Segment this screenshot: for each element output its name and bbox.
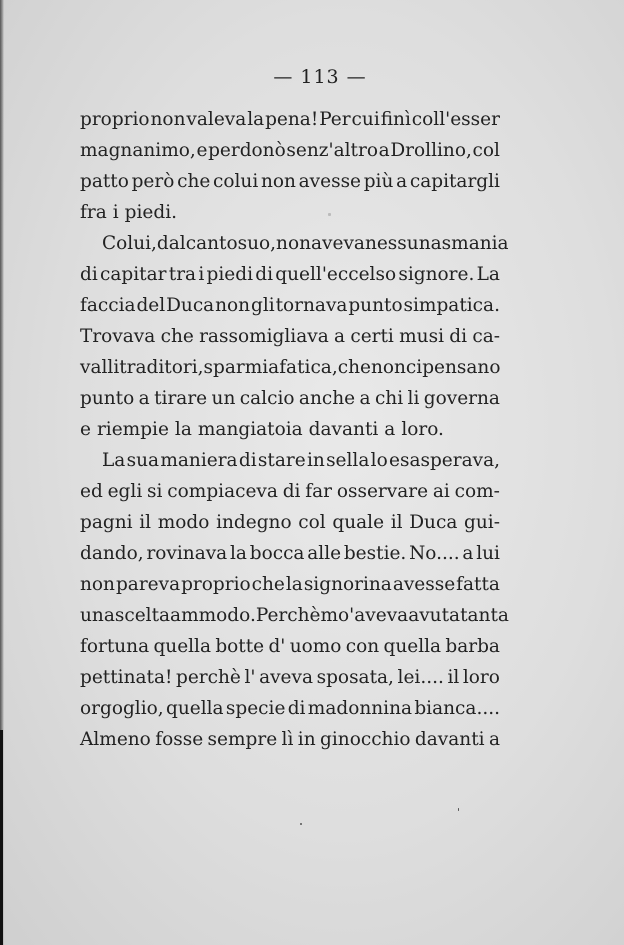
text-line: di capitar tra i piedi di quell'eccelso signore. La [80,264,500,285]
text-line: patto però che colui non avesse più a capitargli [80,171,500,192]
text-line: proprio non valeva la pena! Per cui finì coll'esser [80,109,500,130]
page-binding-edge [0,730,3,945]
text-line: Trovava che rassomigliava a certi musi di ca- [80,326,500,347]
text-line: Almeno fosse sempre lì in ginocchio davanti a [80,729,500,750]
text-line: faccia del Duca non gli tornava punto simpatica. [80,295,500,316]
page-number: — 113 — [273,66,367,88]
print-speck [300,823,302,825]
text-line: magnanimo, e perdonò senz'altro a Drollino, col [80,140,500,161]
text-line: fra i piedi. [80,202,178,223]
text-line: valli traditori, sparmiafatica, che non ci pensano [80,357,501,378]
text-line: orgoglio, quella specie di madonnina bianca.... [80,698,500,719]
text-line: punto a tirare un calcio anche a chi li governa [80,388,500,409]
text-line: fortuna quella botte d' uomo con quella barba [80,636,500,657]
text-line: non pareva proprio che la signorina avesse fatta [80,574,500,595]
text-line: ed egli si compiaceva di far osservare ai com- [80,481,500,502]
text-line: La sua maniera di stare in sella lo esasperava, [102,450,500,471]
text-line: una scelta ammodo. Perchè mo' aveva avuta tanta [80,605,509,626]
text-line: pettinata! perchè l' aveva sposata, lei.... il loro [80,667,500,688]
print-speck [458,808,459,811]
print-speck [328,213,331,216]
text-line: Colui, dal canto suo, non aveva nessuna smania [102,233,509,254]
text-line: pagni il modo indegno col quale il Duca gui- [80,512,500,533]
text-line: e riempie la mangiatoia davanti a loro. [80,419,444,440]
body-text [80,104,509,755]
text-line: dando, rovinava la bocca alle bestie. No.... a lui [80,543,500,564]
